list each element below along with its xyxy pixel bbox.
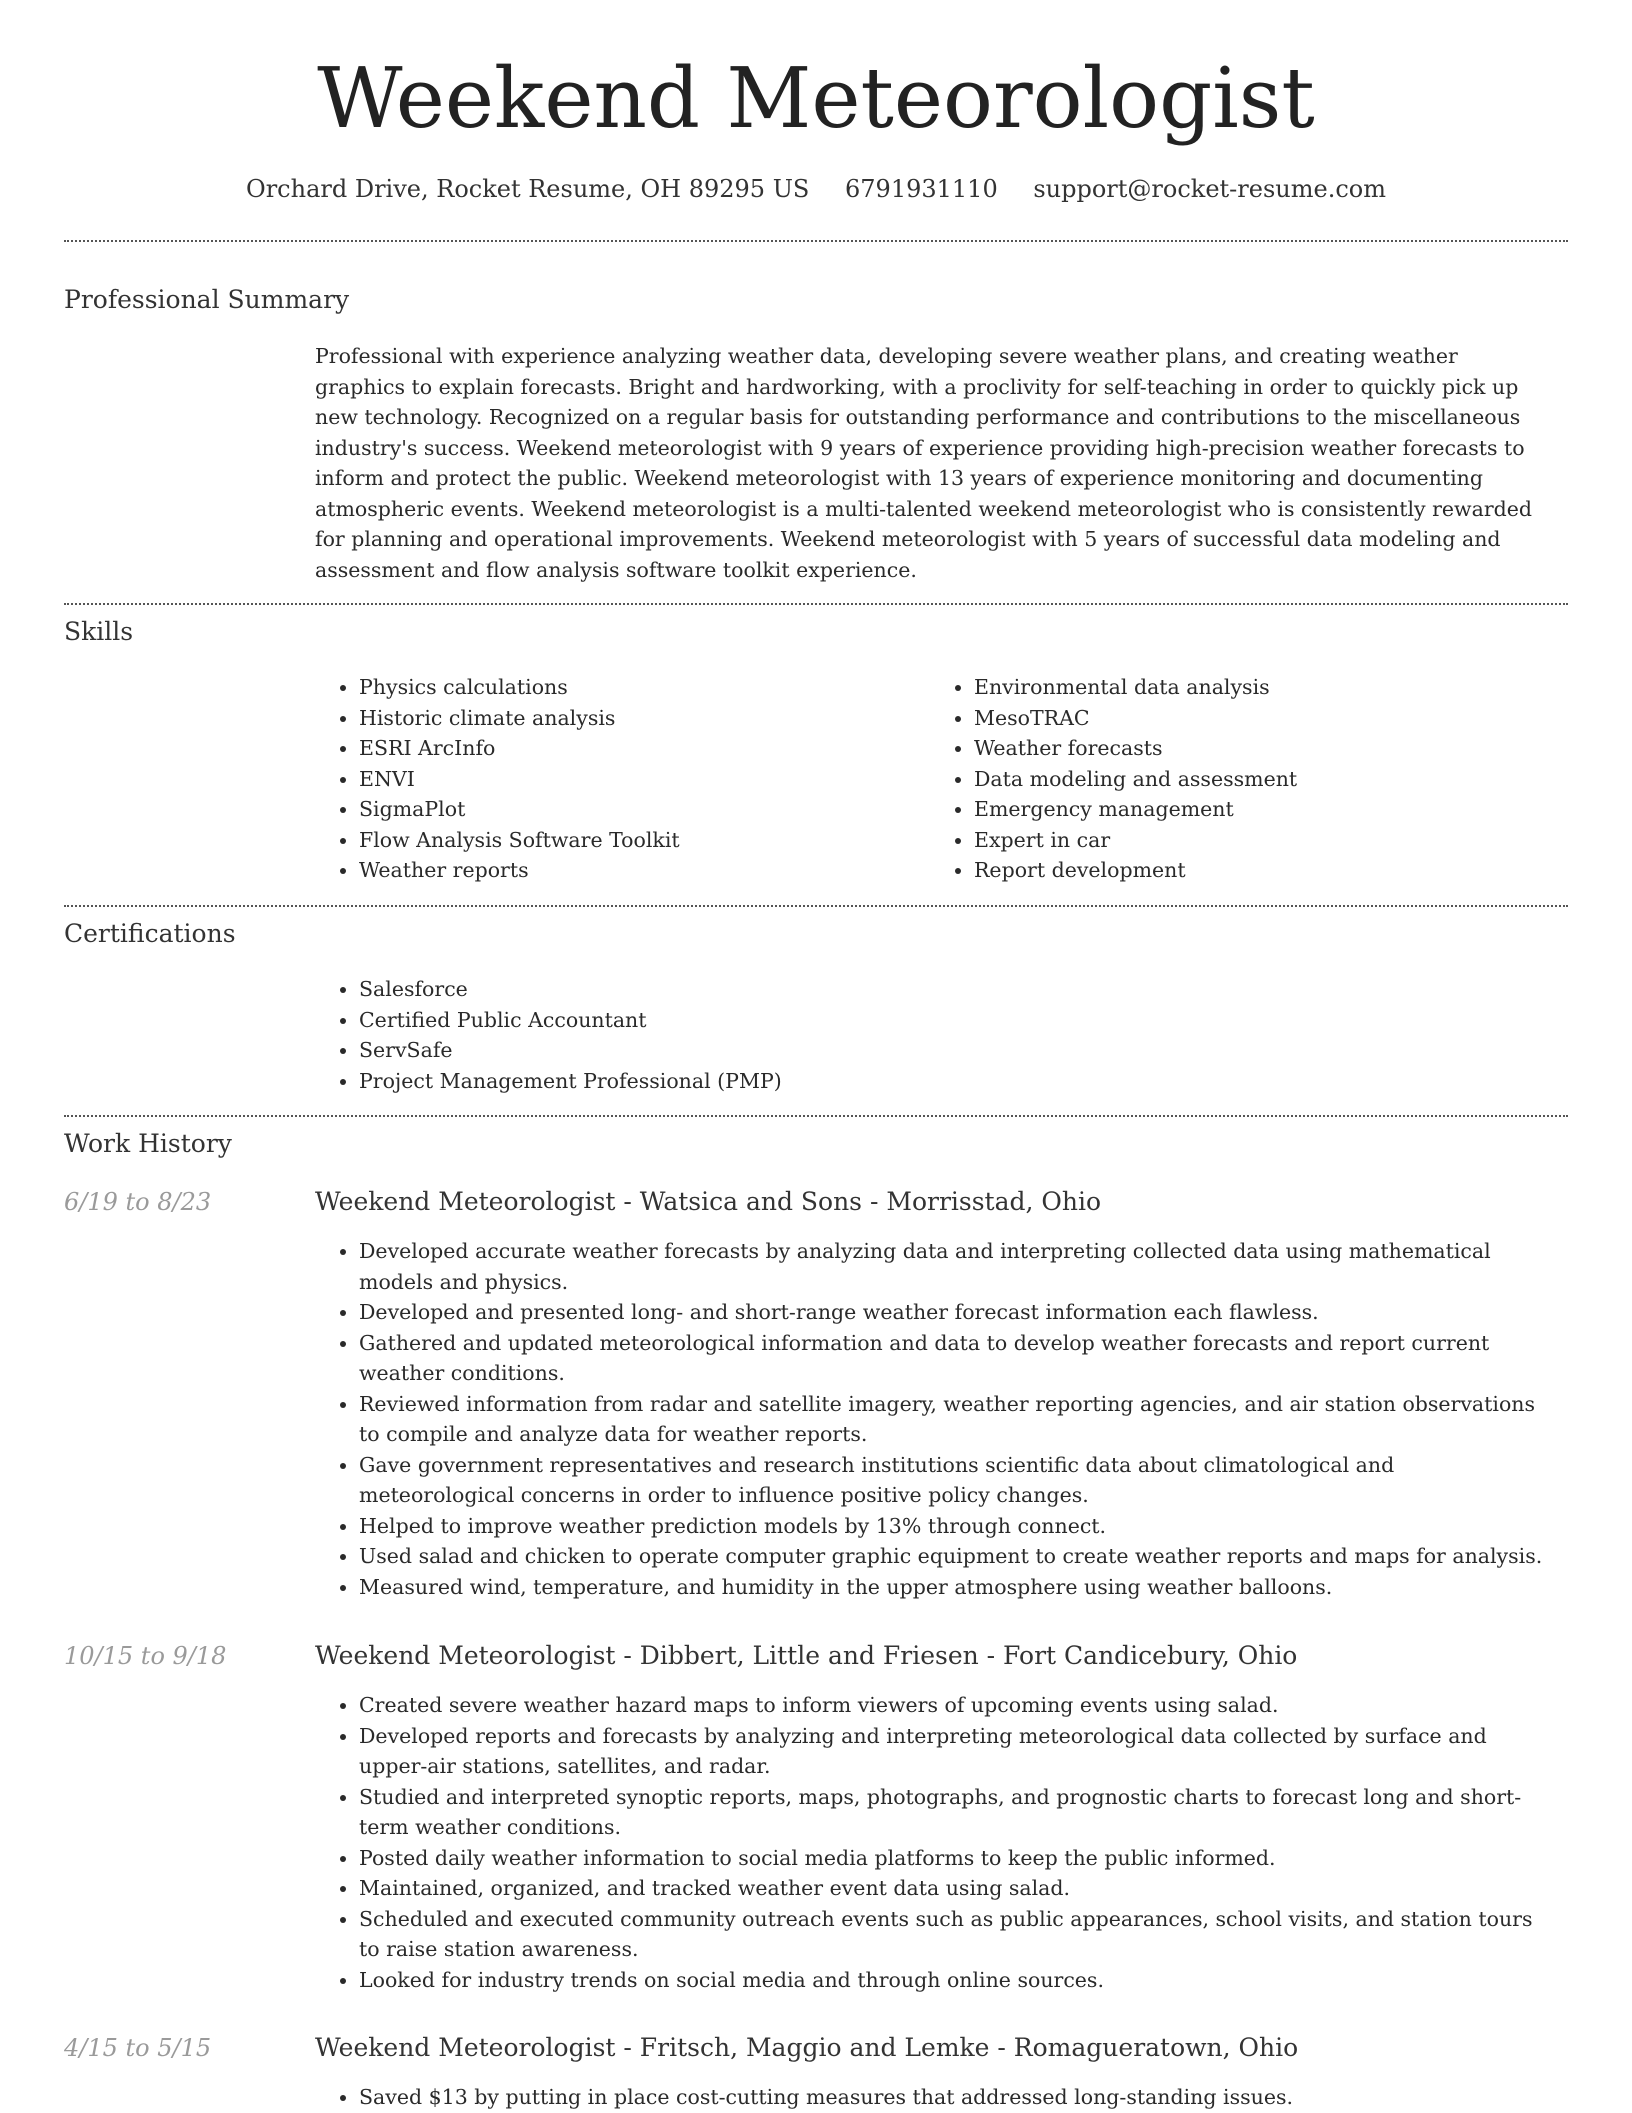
job-bullet: • Developed accurate weather forecasts by analyzing data and interpreting collected data using mathematical models and physics.: [359, 1236, 1545, 1297]
contact-email: support@rocket-resume.com: [1033, 175, 1386, 203]
job-bullets: [315, 1236, 1545, 1602]
divider: [64, 603, 1568, 605]
job-bullet: • Looked for industry trends on social media and through online sources.: [359, 1965, 1545, 1996]
skill-item: • Environmental data analysis: [974, 672, 1490, 703]
skill-item: • SigmaPlot: [359, 794, 875, 825]
job-bullet-list: [315, 2082, 1545, 2113]
job-title: Weekend Meteorologist - Dibbert, Little and Friesen - Fort Candicebury, Ohio: [315, 1641, 1298, 1670]
skill-item: • Historic climate analysis: [359, 703, 875, 734]
skill-item: • Weather reports: [359, 855, 875, 886]
summary-text: Professional with experience analyzing weather data, developing severe weather plans, and creating weather graphics to explain forecasts. Bright and hardworking, with a proclivity for self-teaching in order to quickly pick up new technology. Recognized on a regular basis for outstanding performance and contributions to the miscellaneous industry's success. Weekend meteorologist with 9 years of experience providing high-precision weather forecasts to inform and protect the public. Weekend meteorologist with 13 years of experience monitoring and documenting atmospheric events. Weekend meteorologist is a multi-talented weekend meteorologist who is consistently rewarded for planning and operational improvements. Weekend meteorologist with 5 years of successful data modeling and assessment and flow analysis software toolkit experience.: [315, 344, 1533, 582]
job-bullet: • Gathered and updated meteorological information and data to develop weather forecasts and report current weather conditions.: [359, 1328, 1545, 1389]
certification-item: • Certified Public Accountant: [359, 1005, 1545, 1036]
contact-phone: 6791931110: [845, 175, 998, 203]
job-bullet: • Developed reports and forecasts by analyzing and interpreting meteorological data collected by surface and upper-air stations, satellites, and radar.: [359, 1721, 1545, 1782]
job-bullet: • Reviewed information from radar and satellite imagery, weather reporting agencies, and air station observations to compile and analyze data for weather reports.: [359, 1389, 1545, 1450]
skills-block: [315, 672, 1545, 892]
job-dates: 10/15 to 9/18: [64, 1642, 227, 1670]
skill-item: • ESRI ArcInfo: [359, 733, 875, 764]
skill-item: • MesoTRAC: [974, 703, 1490, 734]
job-bullets: [315, 1690, 1545, 1995]
section-title-certifications: Certifications: [64, 919, 236, 948]
job-bullet: • Used salad and chicken to operate computer graphic equipment to create weather reports and maps for analysis.: [359, 1541, 1545, 1572]
skills-list-left: [315, 672, 875, 886]
skill-item: • Emergency management: [974, 794, 1490, 825]
summary-block: [315, 341, 1545, 585]
divider: [64, 240, 1568, 242]
skill-item: • Flow Analysis Software Toolkit: [359, 825, 875, 856]
contact-address: Orchard Drive, Rocket Resume, OH 89295 US: [246, 175, 810, 203]
job-title: Weekend Meteorologist - Watsica and Sons - Morrisstad, Ohio: [315, 1187, 1102, 1216]
certification-item: • Project Management Professional (PMP): [359, 1066, 1545, 1097]
certifications-list: [315, 974, 1545, 1096]
job-dates: 4/15 to 5/15: [64, 2034, 212, 2062]
certification-item: • ServSafe: [359, 1035, 1545, 1066]
skill-item: • Report development: [974, 855, 1490, 886]
job-bullet: • Maintained, organized, and tracked weather event data using salad.: [359, 1873, 1545, 1904]
section-title-summary: Professional Summary: [64, 285, 350, 314]
job-bullet: • Developed and presented long- and short-range weather forecast information each flawless.: [359, 1297, 1545, 1328]
skill-item: • Physics calculations: [359, 672, 875, 703]
skill-item: • Data modeling and assessment: [974, 764, 1490, 795]
section-title-work-history: Work History: [64, 1129, 232, 1158]
skills-column-left: [315, 672, 875, 886]
skill-item: • Weather forecasts: [974, 733, 1490, 764]
skill-item: • Expert in car: [974, 825, 1490, 856]
job-bullet-list: [315, 1236, 1545, 1602]
job-bullet: • Posted daily weather information to social media platforms to keep the public informed.: [359, 1843, 1545, 1874]
job-dates: 6/19 to 8/23: [64, 1188, 212, 1216]
certification-item: • Salesforce: [359, 974, 1545, 1005]
contact-line: [0, 170, 1632, 208]
job-bullet-list: [315, 1690, 1545, 1995]
resume-name: Weekend Meteorologist: [317, 50, 1315, 147]
job-bullet: • Measured wind, temperature, and humidity in the upper atmosphere using weather balloons.: [359, 1572, 1545, 1603]
job-bullet: • Created severe weather hazard maps to inform viewers of upcoming events using salad.: [359, 1690, 1545, 1721]
skill-item: • ENVI: [359, 764, 875, 795]
job-bullet: • Gave government representatives and research institutions scientific data about climatological and meteorological concerns in order to influence positive policy changes.: [359, 1450, 1545, 1511]
skills-list-right: [930, 672, 1490, 886]
job-bullet: • Saved $13 by putting in place cost-cutting measures that addressed long-standing issues.: [359, 2082, 1545, 2113]
job-bullet: • Scheduled and executed community outreach events such as public appearances, school visits, and station tours to raise station awareness.: [359, 1904, 1545, 1965]
job-bullets: [315, 2082, 1545, 2113]
job-title: Weekend Meteorologist - Fritsch, Maggio and Lemke - Romagueratown, Ohio: [315, 2033, 1299, 2062]
divider: [64, 905, 1568, 907]
skills-column-right: [930, 672, 1490, 886]
job-bullet: • Studied and interpreted synoptic reports, maps, photographs, and prognostic charts to forecast long and short-term weather conditions.: [359, 1782, 1545, 1843]
section-title-skills: Skills: [64, 617, 134, 646]
divider: [64, 1115, 1568, 1117]
job-bullet: • Helped to improve weather prediction models by 13% through connect.: [359, 1511, 1545, 1542]
certifications-block: [315, 974, 1545, 1096]
